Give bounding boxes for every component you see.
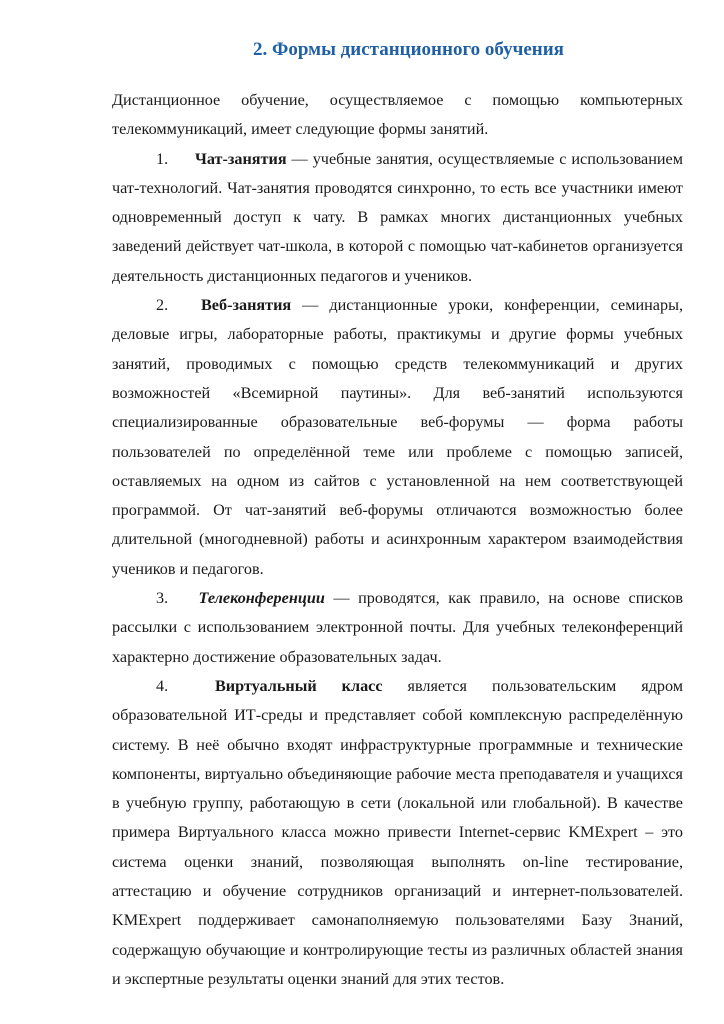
item-2-text: — дистанционные уроки, конференции, семинары, деловые игры, лабораторные работы, практикумы и другие формы учебных занятий, проводимых с помощью средств телекоммуникаций и других возможностей «Всемирной паутины». Для веб-занятий используются специализированные образовательные веб-форумы — форма работы пользователей по определённой теме или проблеме с помощью записей, оставляемых на одном из сайтов с установленной на нем соответствующей программой. От чат-занятий веб-форумы отличаются возможностью более длительной (многодневной) работы и асинхронным характером взаимодействия учеников и педагогов. — [112, 296, 684, 578]
item-1-number: 1. — [156, 149, 169, 168]
item-3-term: Телеконференции — [198, 589, 325, 608]
item-3-text: — проводятся, как правило, на основе списков рассылки с использованием электронной почты. Для учебных телеконференций характерно достижение образовательных задач. — [112, 589, 683, 666]
intro-paragraph — [112, 86, 683, 145]
item-3-number: 3. — [156, 589, 169, 608]
item-4-number: 4. — [156, 676, 169, 695]
intro-text: Дистанционное обучение, осуществляемое с помощью компьютерных телекоммуникаций, имеет следующие формы занятий. — [112, 91, 683, 139]
item-1-term: Чат-занятия — [194, 149, 287, 168]
list-item-3 — [112, 584, 683, 672]
item-2-number: 2. — [156, 296, 169, 315]
page-title: 2. Формы дистанционного обучения — [253, 39, 564, 60]
item-4-text: является пользовательским ядром образовательной ИТ-среды и представляет собой комплексную распределённую систему. В неё обычно входят инфраструктурные программные и технические компоненты, виртуально объединяющие рабочие места преподавателя и учащихся в учебную группу, работающую в сети (локальной или глобальной). В качестве примера Виртуального класса можно привести Internet-сервис KMExpert – это система оценки знаний, позволяющая выполнять on-line тестирование, аттестацию и обучение сотрудников организаций и интернет-пользователей. KMExpert поддерживает самонаполняемую пользователями Базу Знаний, содержащую обучающие и контролирующие тесты из различных областей знания и экспертные результаты оценки знаний для этих тестов. — [112, 676, 684, 988]
list-item-4 — [112, 672, 683, 994]
document-page — [112, 38, 683, 994]
list-item-2 — [112, 291, 683, 584]
list-item-1 — [112, 145, 683, 291]
item-2-term: Веб-занятия — [201, 296, 292, 315]
item-1-text: — учебные занятия, осуществляемые с использованием чат-технологий. Чат-занятия проводятся синхронно, то есть все участники имеют одновременный доступ к чату. В рамках многих дистанционных учебных заведений действует чат-школа, в которой с помощью чат-кабинетов организуется деятельность дистанционных педагогов и учеников. — [112, 149, 683, 285]
item-4-term: Виртуальный класс — [214, 676, 383, 695]
